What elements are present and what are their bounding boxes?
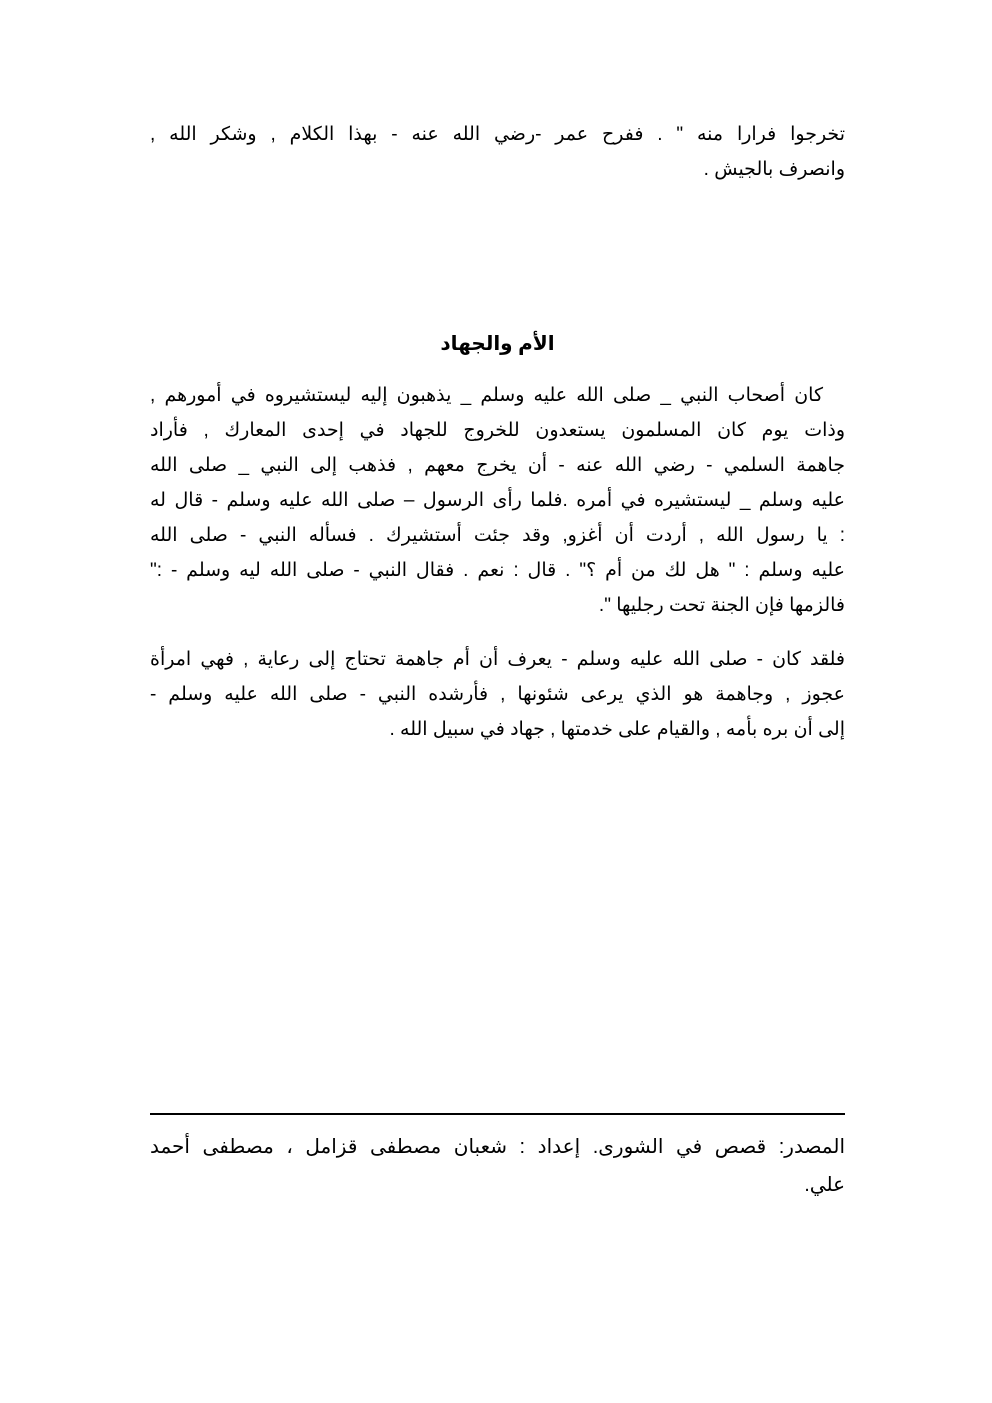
story-paragraph-2 [150,642,845,747]
paragraph-line: تخرجوا فرارا منه " . ففرح عمر -رضي الله عنه - بهذا الكلام , وشكر الله , [150,124,845,145]
paragraph-line: إلى أن بره بأمه , والقيام على خدمتها , جهاد في سبيل الله . [389,719,845,740]
continuation-paragraph [150,117,845,187]
story-paragraph-1 [150,378,845,623]
footnote-line: علي. [804,1174,845,1196]
section-title: الأم والجهاد [440,333,555,355]
paragraph-line: : يا رسول الله , أردت أن أغزو, وقد جئت أستشيرك . فسأله النبي - صلى الله [150,525,845,546]
paragraph-line: كان أصحاب النبي _ صلى الله عليه وسلم _ يذهبون إليه ليستشيروه في أمورهم , [150,385,823,406]
paragraph-line: عجوز , وجاهمة هو الذي يرعى شئونها , فأرشده النبي - صلى الله عليه وسلم - [150,684,845,705]
paragraph-line: عليه وسلم : " هل لك من أم ؟" . قال : نعم . فقال النبي - صلى الله ليه وسلم - :" [150,560,845,581]
footnote-source [150,1128,845,1204]
footnote-divider [150,1113,845,1115]
paragraph-line: جاهمة السلمي - رضي الله عنه - أن يخرج معهم , فذهب إلى النبي _ صلى الله [150,455,845,476]
paragraph-line: عليه وسلم _ ليستشيره في أمره .فلما رأى الرسول – صلى الله عليه وسلم - قال له [150,490,845,511]
paragraph-line: فالزمها فإن الجنة تحت رجليها ". [598,595,845,616]
paragraph-line: وذات يوم كان المسلمون يستعدون للخروج للجهاد في إحدى المعارك , فأراد [150,420,845,441]
footnote-line: المصدر: قصص في الشورى. إعداد : شعبان مصطفى قزامل ، مصطفى أحمد [150,1136,845,1158]
paragraph-line: فلقد كان - صلى الله عليه وسلم - يعرف أن أم جاهمة تحتاج إلى رعاية , فهي امرأة [150,649,845,670]
paragraph-line: وانصرف بالجيش . [703,159,845,180]
